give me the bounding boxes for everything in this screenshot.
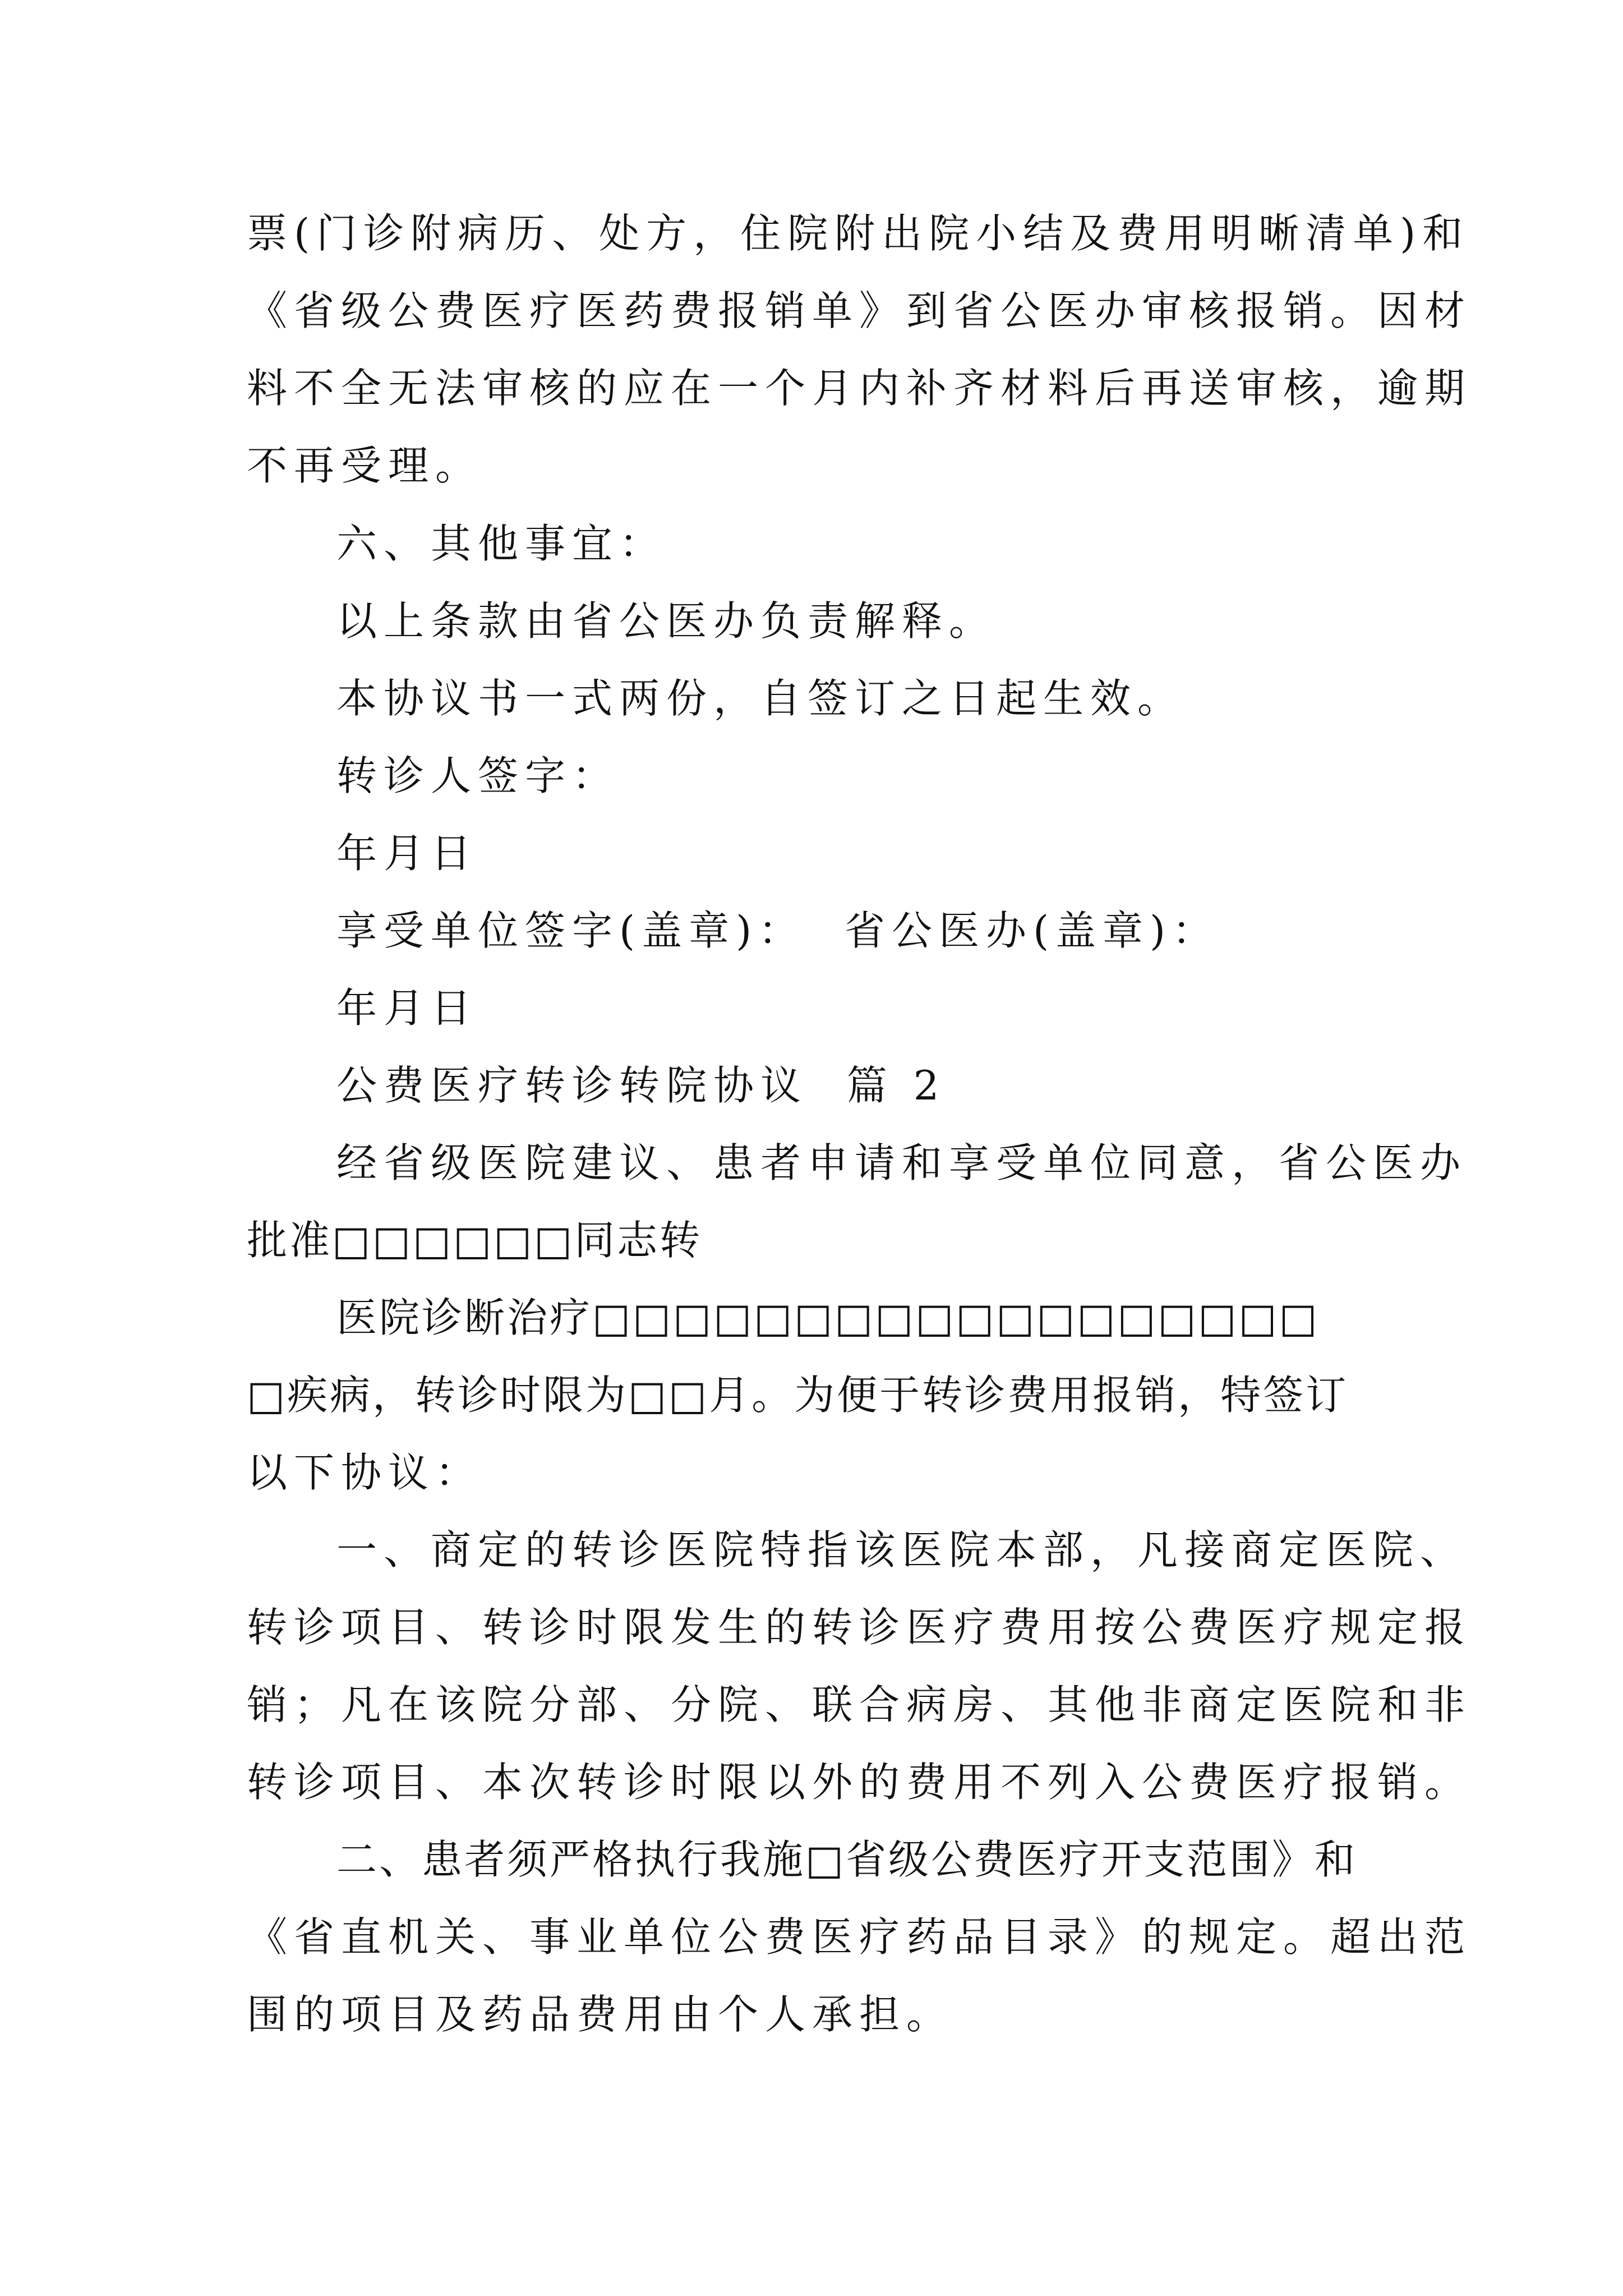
paragraph-line: 一、商定的转诊医院特指该医院本部，凡接商定医院、 (336, 1526, 1468, 1573)
paragraph-line: 本协议书一式两份，自签订之日起生效。 (336, 675, 1185, 722)
paragraph-line: 销；凡在该院分部、分院、联合病房、其他非商定医院和非 (247, 1681, 1472, 1728)
paragraph-line: 医院诊断治疗□□□□□□□□□□□□□□□□□□ (336, 1294, 1320, 1341)
paragraph-line: 批准□□□□□□同志转 (247, 1217, 703, 1264)
paragraph-line: 《省级公费医疗医药费报销单》到省公医办审核报销。因材 (247, 287, 1472, 334)
paragraph-line: 不再受理。 (247, 442, 483, 489)
document-title: 公费医疗转诊转院协议 篇 2 (336, 1062, 946, 1109)
date-label: 年月日 (336, 830, 478, 877)
paragraph-line: 料不全无法审核的应在一个月内补齐材料后再送审核，逾期 (247, 365, 1472, 412)
paragraph-line: 票(门诊附病历、处方，住院附出院小结及费用明晰清单)和 (247, 210, 1470, 257)
signature-label: 转诊人签字： (336, 752, 620, 799)
paragraph-line: 二、患者须严格执行我施□省级公费医疗开支范围》和 (336, 1836, 1358, 1883)
date-label: 年月日 (336, 984, 478, 1032)
paragraph-line: 以下协议： (247, 1449, 483, 1496)
section-heading: 六、其他事宜： (336, 520, 667, 567)
paragraph-line: 《省直机关、事业单位公费医疗药品目录》的规定。超出范 (247, 1913, 1472, 1961)
paragraph-line: □疾病，转诊时限为□□月。为便于转诊费用报销，特签订 (247, 1372, 1349, 1419)
paragraph-line: 经省级医院建议、患者申请和享受单位同意，省公医办 (336, 1139, 1468, 1186)
paragraph-line: 转诊项目、本次转诊时限以外的费用不列入公费医疗报销。 (247, 1759, 1472, 1806)
paragraph-line: 转诊项目、转诊时限发生的转诊医疗费用按公费医疗规定报 (247, 1604, 1472, 1651)
paragraph-line: 以上条款由省公医办负责解释。 (336, 597, 997, 645)
signature-label: 享受单位签字(盖章)： 省公医办(盖章)： (336, 907, 1220, 954)
paragraph-line: 围的项目及药品费用由个人承担。 (247, 1991, 954, 2038)
